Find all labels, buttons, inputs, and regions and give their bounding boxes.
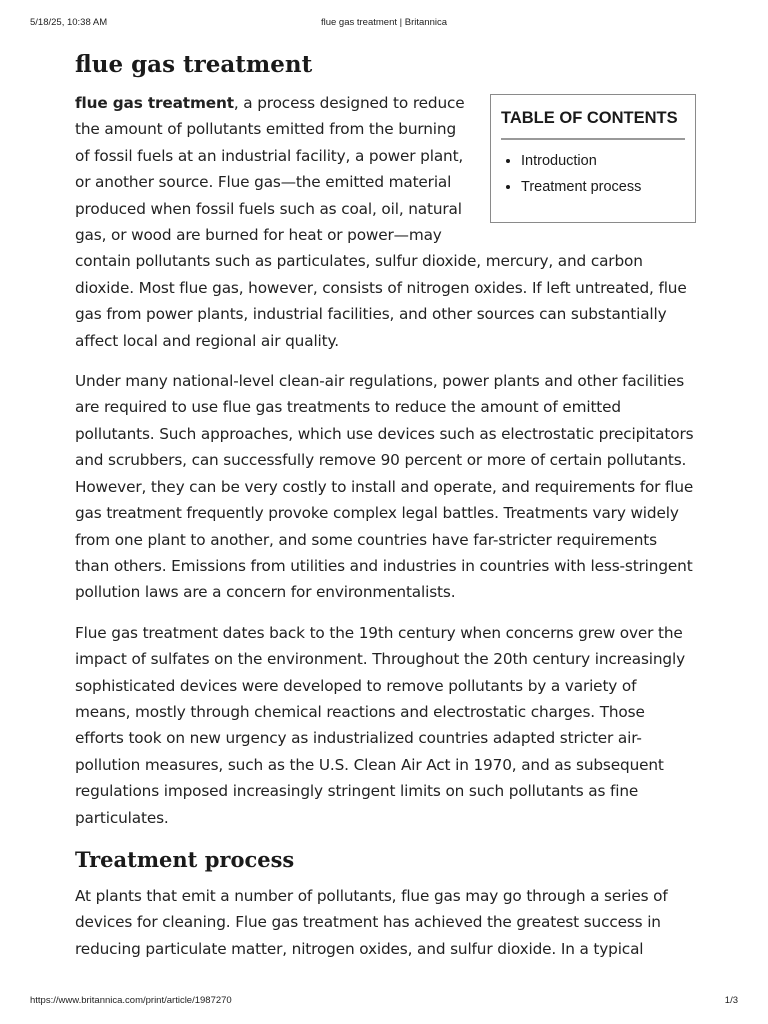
- section-heading-treatment-process: Treatment process: [75, 846, 295, 872]
- article: [75, 50, 695, 976]
- print-datetime: 5/18/25, 10:38 AM: [30, 17, 108, 28]
- table-of-contents: [490, 94, 696, 223]
- toc-item-introduction[interactable]: • Introduction: [521, 148, 685, 174]
- intro-text: , a process designed to reduce the amount of pollutants emitted from the burning of fossil fuels at an industrial facility, a power plant, or another source. Flue gas—the emitted material produced when fossil fuels such as coal, oil, natural gas, or wood are burned for heat or power—may contain pollutants such as particulates, sulfur dioxide, mercury, and carbon dioxide. Most flue gas, however, consists of nitrogen oxides. If left untreated, flue gas from power plants, industrial facilities, and other sources can substantially affect local and regional air quality.: [75, 94, 687, 350]
- toc-item-treatment-process[interactable]: • Treatment process: [521, 174, 685, 200]
- paragraph-treatment: At plants that emit a number of pollutants, flue gas may go through a series of devices for cleaning. Flue gas treatment has achieved the greatest success in reducing particulate matter, nitrogen oxides, and sulfur dioxide. In a typical: [75, 886, 668, 958]
- article-title: flue gas treatment: [75, 51, 313, 78]
- intro-term: flue gas treatment: [75, 94, 234, 112]
- print-url[interactable]: https://www.britannica.com/print/article/1987270: [30, 995, 232, 1006]
- paragraph-history: Flue gas treatment dates back to the 19th century when concerns grew over the impact of sulfates on the environment. Throughout the 20th century increasingly sophisticated devices were developed to remove pollutants by a variety of means, mostly through chemical reactions and electrostatic charges. Those efforts took on new urgency as industrialized countries adapted stricter air-pollution measures, such as the U.S. Clean Air Act in 1970, and as subsequent regulations imposed increasingly stringent limits on such pollutants as fine particulates.: [75, 623, 685, 827]
- print-page-number: 1/3: [724, 995, 738, 1006]
- toc-list: [501, 148, 685, 200]
- print-page-title: flue gas treatment | Britannica: [320, 17, 448, 28]
- paragraph-regulations: Under many national-level clean-air regulations, power plants and other facilities are required to use flue gas treatments to reduce the amount of emitted pollutants. Such approaches, which use devices such as electrostatic precipitators and scrubbers, can successfully remove 90 percent or more of certain pollutants. However, they can be very costly to install and operate, and requirements for flue gas treatment frequently provoke complex legal battles. Treatments vary widely from one plant to another, and some countries have far-stricter requirements than others. Emissions from utilities and industries in countries with less-stringent pollution laws are a concern for environmentalists.: [75, 372, 694, 602]
- toc-title: TABLE OF CONTENTS: [501, 109, 685, 140]
